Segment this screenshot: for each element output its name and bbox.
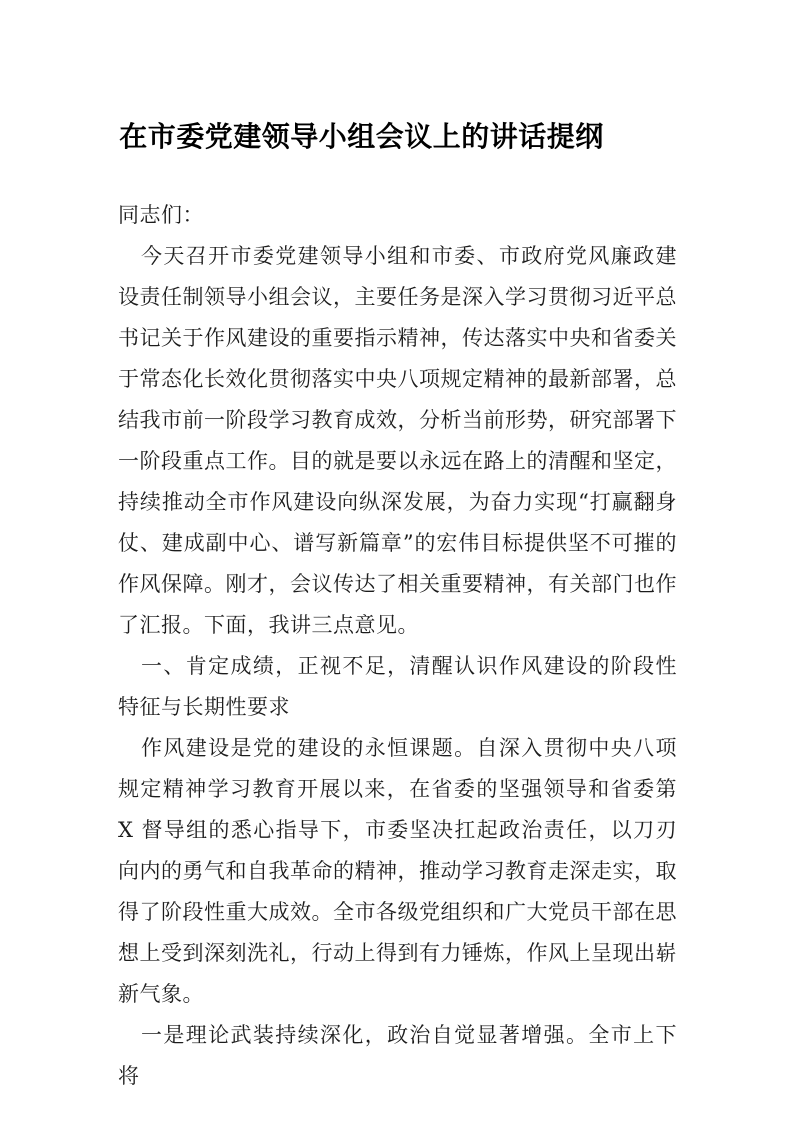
document-body <box>118 195 677 1097</box>
paragraph-section-1-intro: 作风建设是党的建设的永恒课题。自深入贯彻中央八项规定精神学习教育开展以来，在省委的坚强领导和省委第 X 督导组的悉心指导下，市委坚决扛起政治责任，以刀刃向内的勇气和自我革命的精神，推动学习教育走深走实，取得了阶段性重大成效。全市各级党组织和广大党员干部在思想上受到深刻洗礼，行动上得到有力锤炼，作风上呈现出崭新气象。 <box>118 736 677 1006</box>
salutation: 同志们： <box>118 203 204 227</box>
paragraph-opening: 今天召开市委党建领导小组和市委、市政府党风廉政建设责任制领导小组会议，主要任务是深入学习贯彻习近平总书记关于作风建设的重要指示精神，传达落实中央和省委关于常态化长效化贯彻落实中央八项规定精神的最新部署，总结我市前一阶段学习教育成效，分析当前形势，研究部署下一阶段重点工作。目的就是要以永远在路上的清醒和坚定，持续推动全市作风建设向纵深发展，为奋力实现“打赢翻身仗、建成副中心、谱写新篇章”的宏伟目标提供坚不可摧的作风保障。刚才，会议传达了相关重要精神，有关部门也作了汇报。下面，我讲三点意见。 <box>118 244 677 637</box>
section-heading-1: 一、肯定成绩，正视不足，清醒认识作风建设的阶段性特征与长期性要求 <box>118 654 677 719</box>
paragraph-point-1-partial: 一是理论武装持续深化，政治自觉显著增强。全市上下将 <box>118 1023 677 1088</box>
document-title: 在市委党建领导小组会议上的讲话提纲 <box>119 120 604 153</box>
